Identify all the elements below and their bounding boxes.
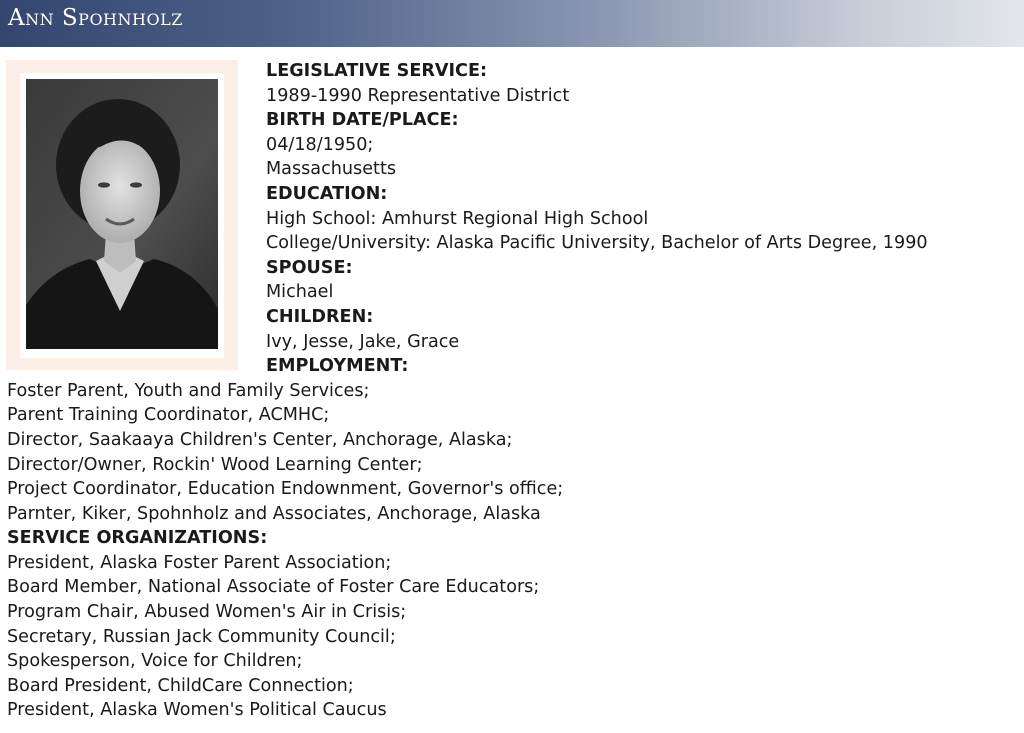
- service-organization-item: President, Alaska Foster Parent Association;: [7, 552, 392, 573]
- service-organizations-label: SERVICE ORGANIZATIONS:: [7, 528, 268, 549]
- birth-label: BIRTH DATE/PLACE:: [266, 110, 459, 131]
- children-value: Ivy, Jesse, Jake, Grace: [266, 331, 460, 352]
- service-organization-item: Board Member, National Associate of Foster Care Educators;: [7, 577, 540, 598]
- spouse-value: Michael: [266, 282, 334, 303]
- education-item: High School: Amhurst Regional High School: [266, 208, 649, 229]
- service-organization-item: President, Alaska Women's Political Caucus: [7, 700, 387, 721]
- employment-item: Parnter, Kiker, Spohnholz and Associates, Anchorage, Alaska: [7, 503, 541, 524]
- employment-item: Foster Parent, Youth and Family Services;: [7, 380, 370, 401]
- birth-date: 04/18/1950;: [266, 134, 374, 155]
- employment-item: Director, Saakaaya Children's Center, Anchorage, Alaska;: [7, 429, 513, 450]
- spouse-label: SPOUSE:: [266, 257, 353, 278]
- employment-label: EMPLOYMENT:: [266, 356, 409, 377]
- legislative-service-label: LEGISLATIVE SERVICE:: [266, 61, 488, 81]
- education-item: College/University: Alaska Pacific University, Bachelor of Arts Degree, 1990: [266, 233, 928, 254]
- legislative-service-value: 1989-1990 Representative District: [266, 85, 570, 106]
- service-organization-item: Spokesperson, Voice for Children;: [7, 651, 303, 672]
- employment-item: Director/Owner, Rockin' Wood Learning Center;: [7, 454, 423, 475]
- employment-item: Parent Training Coordinator, ACMHC;: [7, 405, 330, 426]
- employment-item: Project Coordinator, Education Endownment, Governor's office;: [7, 479, 564, 500]
- service-organization-item: Secretary, Russian Jack Community Council;: [7, 626, 396, 647]
- education-label: EDUCATION:: [266, 183, 388, 204]
- header-banner: [0, 0, 1024, 47]
- birth-place: Massachusetts: [266, 159, 397, 180]
- service-organization-item: Program Chair, Abused Women's Air in Crisis;: [7, 602, 407, 623]
- biography: [0, 59, 1024, 723]
- page-title: Ann Spohnholz: [8, 5, 183, 31]
- service-organization-item: Board President, ChildCare Connection;: [7, 675, 354, 696]
- children-label: CHILDREN:: [266, 306, 374, 327]
